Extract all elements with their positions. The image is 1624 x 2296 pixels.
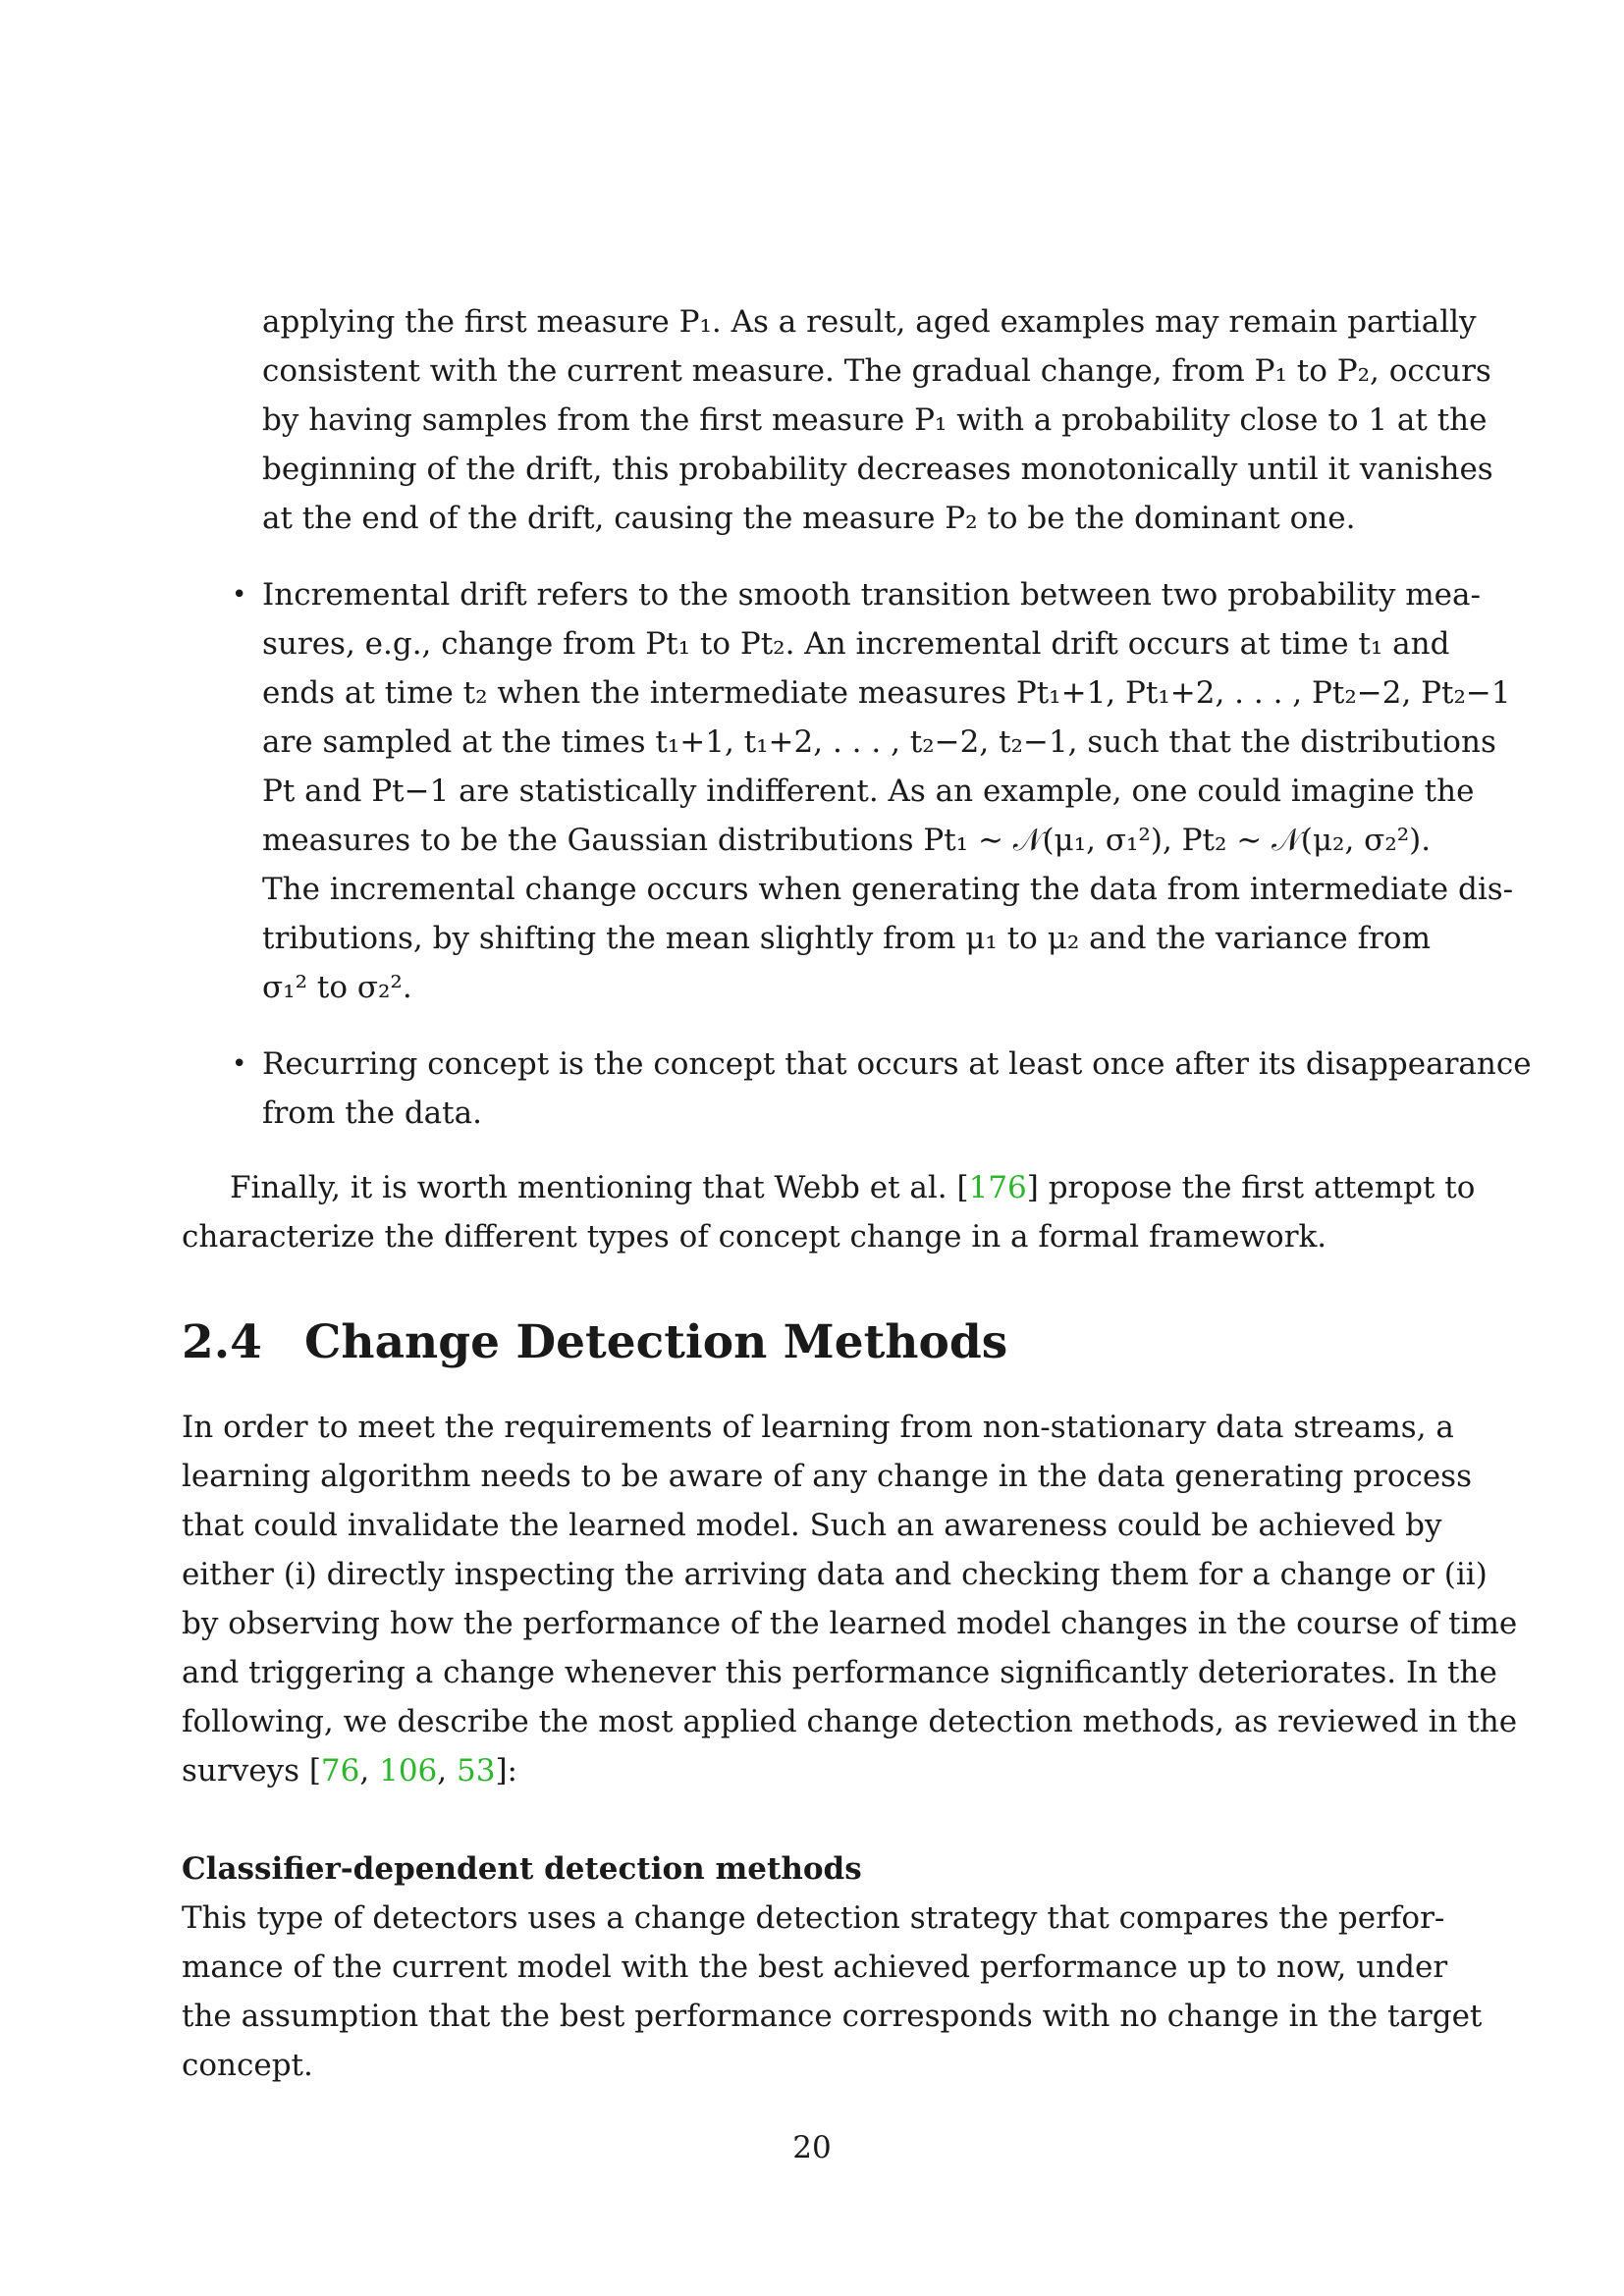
- text-line: beginning of the drift, this probability decreases monotonically until it vanishes: [262, 452, 1493, 487]
- text-span: Finally, it is worth mentioning that Webb et al. [: [230, 1170, 969, 1205]
- text-line: and triggering a change whenever this performance significantly deteriorates. In the: [182, 1655, 1497, 1690]
- page-number: 20: [792, 2130, 832, 2165]
- citation-link[interactable]: 76: [320, 1753, 360, 1789]
- text-line: sures, e.g., change from Pt₁ to Pt₂. An incremental drift occurs at time t₁ and: [262, 626, 1450, 662]
- text-line: mance of the current model with the best achieved performance up to now, under: [182, 1949, 1448, 1985]
- bullet-icon: •: [232, 1049, 247, 1079]
- text-line: In order to meet the requirements of learning from non-stationary data streams, a: [182, 1410, 1454, 1445]
- text-line: Incremental drift refers to the smooth transition between two probability mea-: [262, 577, 1481, 613]
- text-line: following, we describe the most applied change detection methods, as reviewed in the: [182, 1704, 1518, 1739]
- section-title: Change Detection Methods: [304, 1315, 1008, 1369]
- text-line: ends at time t₂ when the intermediate measures Pt₁+1, Pt₁+2, . . . , Pt₂−2, Pt₂−1: [262, 675, 1511, 711]
- text-line: the assumption that the best performance corresponds with no change in the target: [182, 1999, 1483, 2034]
- text-line: σ₁² to σ₂².: [262, 970, 412, 1005]
- text-line: are sampled at the times t₁+1, t₁+2, . . . , t₂−2, t₂−1, such that the distributions: [262, 724, 1496, 760]
- citation-link[interactable]: 53: [456, 1753, 496, 1789]
- citation-link[interactable]: 176: [968, 1170, 1027, 1205]
- text-line: [230, 1168, 1476, 1207]
- text-line: that could invalidate the learned model. Such an awareness could be achieved by: [182, 1508, 1442, 1543]
- text-line: consistent with the current measure. The gradual change, from P₁ to P₂, occurs: [262, 353, 1491, 389]
- section-heading: [182, 1313, 1007, 1372]
- text-line: by observing how the performance of the learned model changes in the course of time: [182, 1606, 1518, 1641]
- text-line: applying the first measure P₁. As a result, aged examples may remain partially: [262, 304, 1477, 340]
- text-span: ]:: [495, 1753, 517, 1789]
- text-line: from the data.: [262, 1095, 482, 1131]
- citation-link[interactable]: 106: [379, 1753, 438, 1789]
- text-line: Recurring concept is the concept that occurs at least once after its disappearance: [262, 1046, 1532, 1082]
- text-line: tributions, by shifting the mean slightly from μ₁ to μ₂ and the variance from: [262, 921, 1431, 956]
- bullet-icon: •: [232, 580, 247, 610]
- text-line: at the end of the drift, causing the measure P₂ to be the dominant one.: [262, 501, 1356, 536]
- text-line: characterize the different types of concept change in a formal framework.: [182, 1219, 1327, 1255]
- section-number: 2.4: [182, 1315, 262, 1369]
- text-span: surveys [: [182, 1753, 321, 1789]
- text-line: measures to be the Gaussian distributions Pt₁ ∼ 𝒩(μ₁, σ₁²), Pt₂ ∼ 𝒩(μ₂, σ₂²).: [262, 823, 1432, 858]
- subsection-title: Classifier-dependent detection methods: [182, 1851, 862, 1887]
- text-span: ] propose the first attempt to: [1026, 1170, 1476, 1205]
- text-line: by having samples from the first measure P₁ with a probability close to 1 at the: [262, 402, 1488, 438]
- text-line: learning algorithm needs to be aware of any change in the data generating process: [182, 1459, 1473, 1494]
- text-line: surveys [76, 106, 53]:: [182, 1753, 517, 1789]
- text-line: concept.: [182, 2048, 313, 2083]
- text-line: Pt and Pt−1 are statistically indifferent. As an example, one could imagine the: [262, 774, 1475, 809]
- text-line: The incremental change occurs when generating the data from intermediate dis-: [262, 872, 1514, 907]
- text-line: either (i) directly inspecting the arriving data and checking them for a change or (ii): [182, 1557, 1488, 1592]
- text-line: This type of detectors uses a change detection strategy that compares the perfor-: [182, 1900, 1445, 1936]
